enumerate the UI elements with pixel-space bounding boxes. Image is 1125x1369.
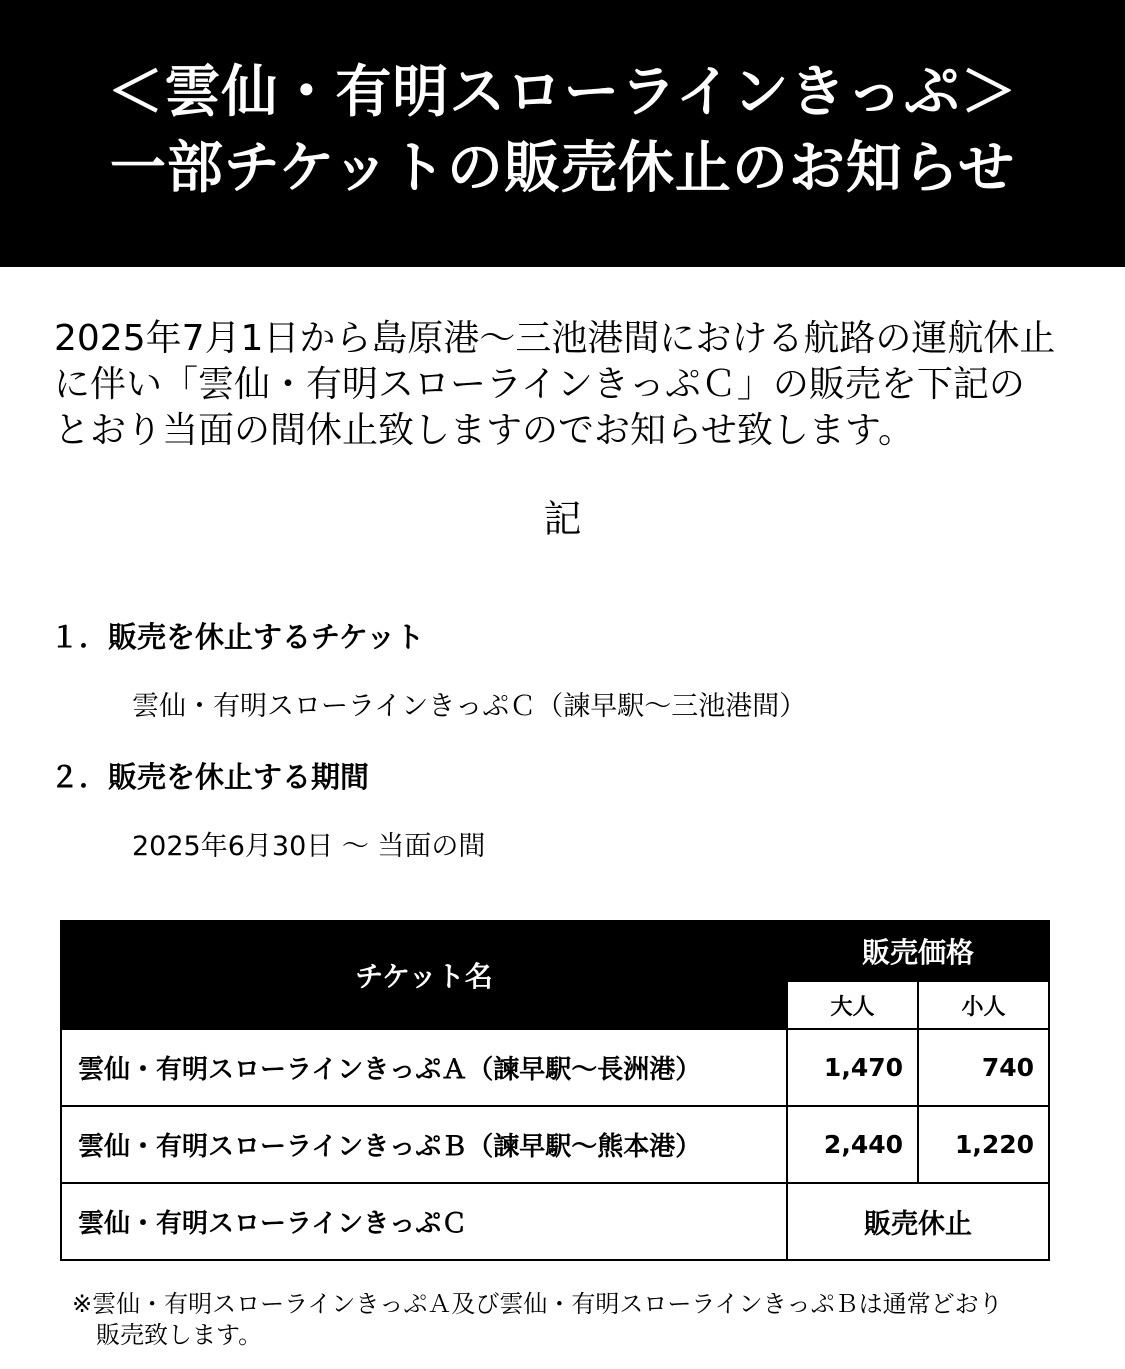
footnote bbox=[72, 1289, 1003, 1351]
child-price-cell: 740 bbox=[918, 1029, 1049, 1106]
title-line-1: ＜雲仙・有明スローラインきっぷ＞ bbox=[107, 60, 1018, 125]
intro-paragraph bbox=[54, 316, 1084, 454]
adult-price-cell: 2,440 bbox=[787, 1106, 918, 1183]
intro-line-1: 2025年7月1日から島原港～三池港間における航路の運航休止 bbox=[54, 318, 1056, 359]
title-line-2: 一部チケットの販売休止のお知らせ bbox=[109, 136, 1016, 201]
section-2-body: 2025年6月30日 ～ 当面の間 bbox=[132, 831, 486, 862]
ticket-name-cell: 雲仙・有明スローラインきっぷＡ（諫早駅～長洲港） bbox=[61, 1029, 787, 1106]
header-ticket-name: チケット名 bbox=[61, 921, 787, 1029]
child-price-cell: 1,220 bbox=[918, 1106, 1049, 1183]
footnote-line-1: ※雲仙・有明スローラインきっぷＡ及び雲仙・有明スローラインきっぷＢは通常どおり bbox=[72, 1290, 1003, 1318]
header-adult: 大人 bbox=[787, 981, 918, 1029]
title-banner bbox=[0, 0, 1125, 267]
table-row bbox=[61, 1183, 1049, 1260]
table-row bbox=[61, 1029, 1049, 1106]
intro-line-3: とおり当面の間休止致しますのでお知らせ致します。 bbox=[54, 410, 915, 451]
section-2-heading: ２．販売を休止する期間 bbox=[50, 760, 370, 794]
footnote-line-2: 販売致します。 bbox=[96, 1321, 263, 1349]
header-sale-price: 販売価格 bbox=[787, 921, 1049, 981]
ticket-name-cell: 雲仙・有明スローラインきっぷＢ（諫早駅～熊本港） bbox=[61, 1106, 787, 1183]
table-row bbox=[61, 1106, 1049, 1183]
price-table bbox=[60, 920, 1050, 1261]
intro-line-2: に伴い「雲仙・有明スローラインきっぷＣ」の販売を下記の bbox=[54, 364, 1025, 405]
section-1-heading: １．販売を休止するチケット bbox=[50, 620, 425, 654]
adult-price-cell: 1,470 bbox=[787, 1029, 918, 1106]
ki-heading: 記 bbox=[543, 497, 582, 541]
suspended-status-cell: 販売休止 bbox=[787, 1183, 1049, 1260]
section-1-body: 雲仙・有明スローラインきっぷＣ（諫早駅～三池港間） bbox=[132, 691, 807, 722]
ticket-name-cell: 雲仙・有明スローラインきっぷＣ bbox=[61, 1183, 787, 1260]
header-child: 小人 bbox=[918, 981, 1049, 1029]
